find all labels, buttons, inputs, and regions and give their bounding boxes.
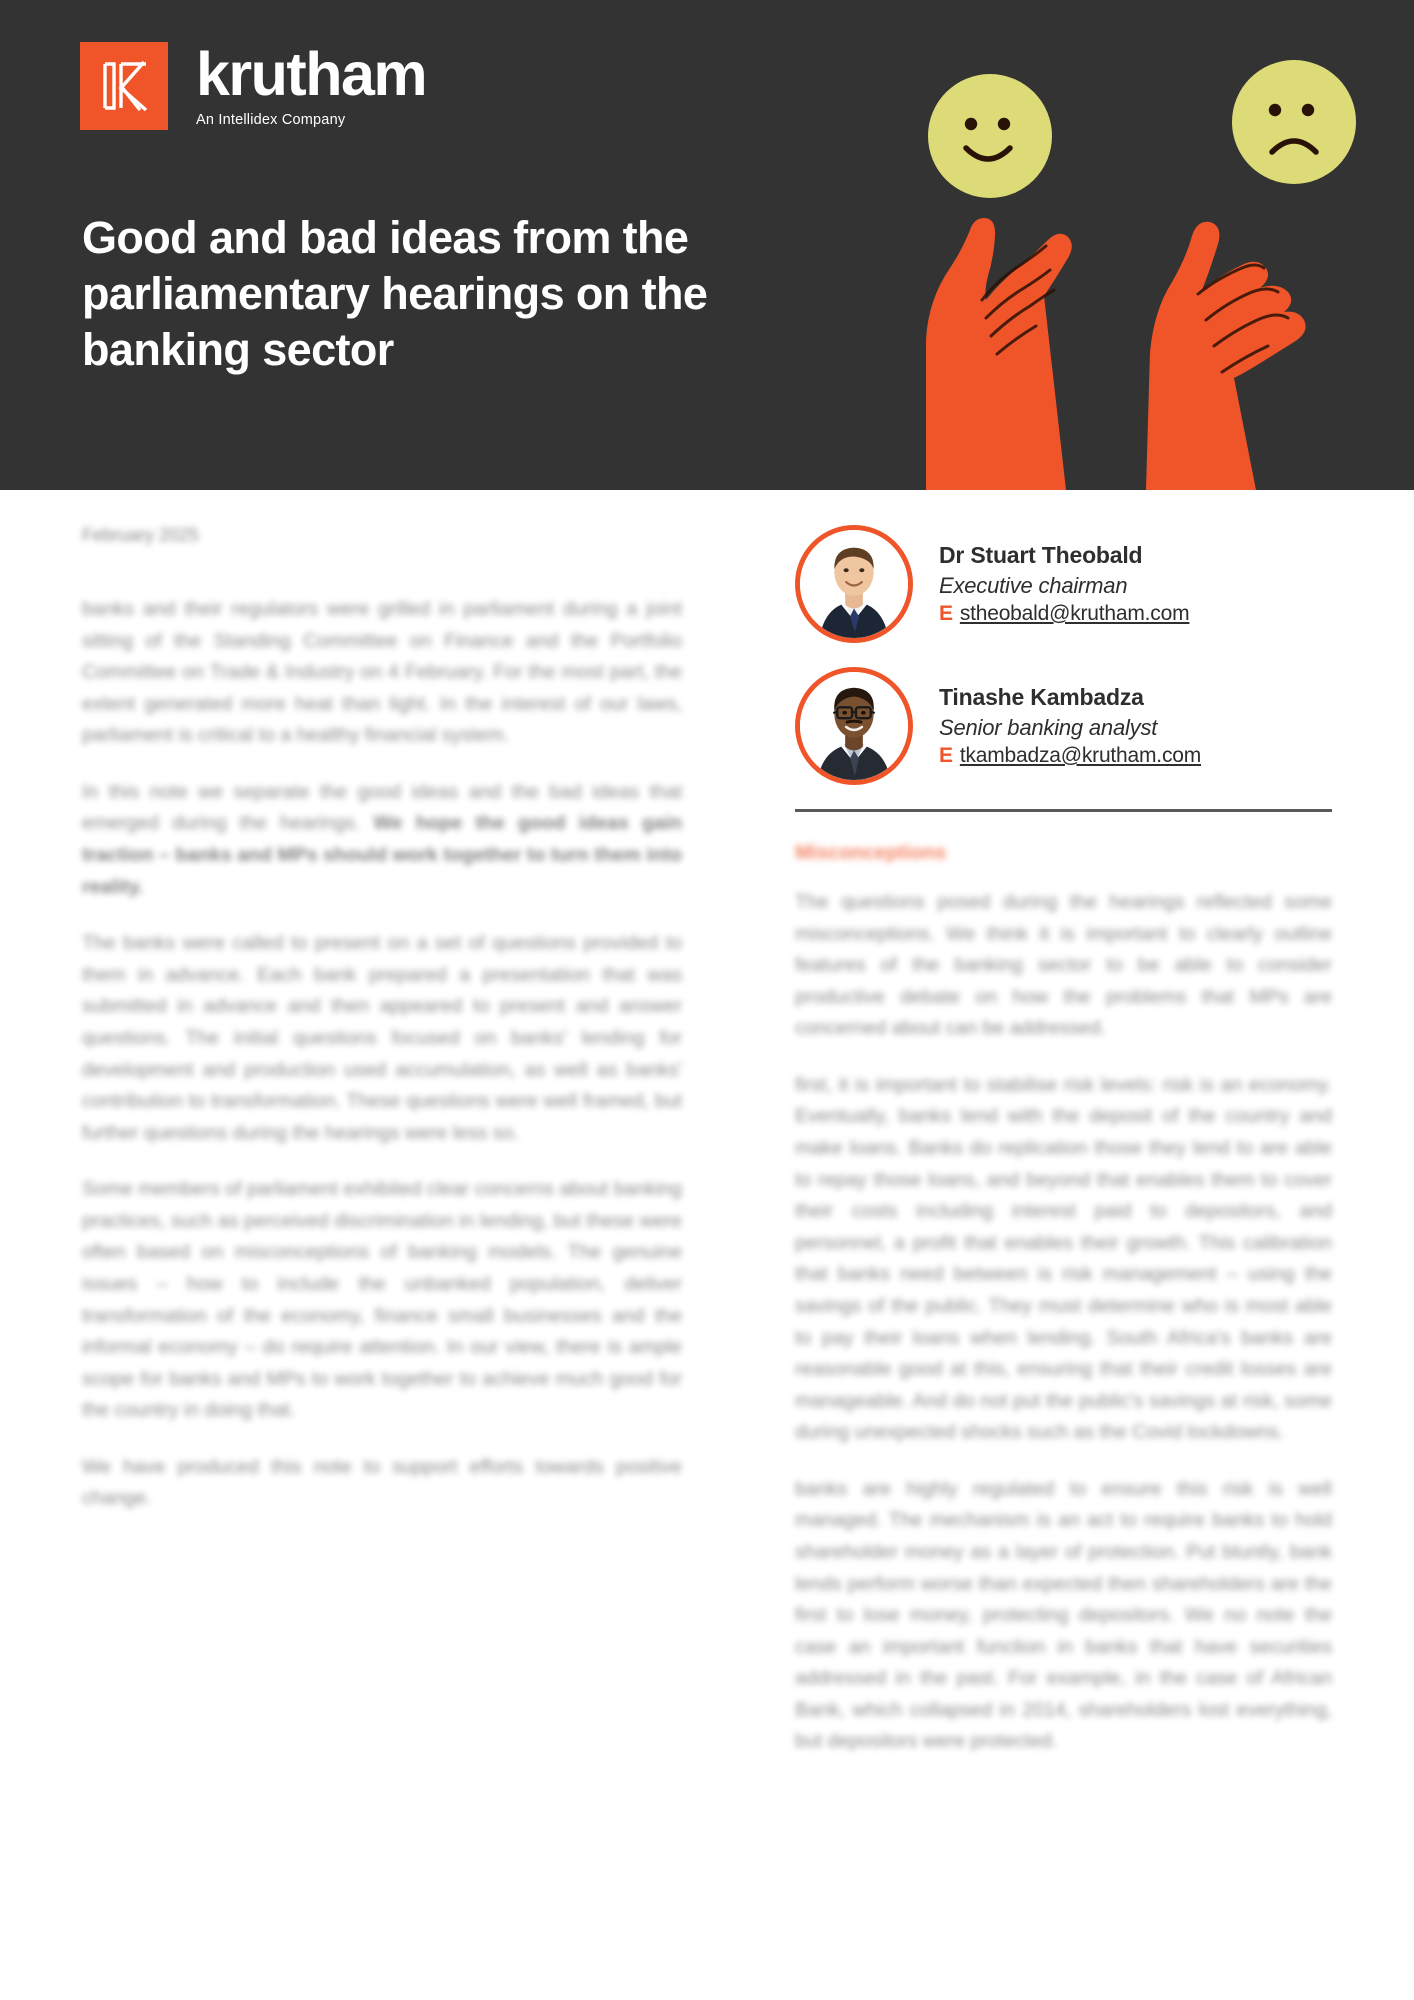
author-card [795,525,1332,643]
body-paragraph: We have produced this note to support efforts towards positive change. [82,1455,682,1510]
krutham-logo-icon [80,42,168,130]
body-paragraph: banks are highly regulated to ensure this risk is well managed. The mechanism is an act to require banks to hold shareholder money as a layer of protection. Put bluntly, bank lends perform worse than expected then shareholders are the first to lose money, protecting depositors. We no note the case an important function in banks that have securities addressed in the past. For example, in the case of African Bank, which collapsed in 2014, shareholders lost everything, but depositors were protected. [795,1477,1332,1753]
right-column [795,525,1332,1783]
brand-tagline: An Intellidex Company [196,112,346,128]
avatar [795,667,913,785]
document-header [0,0,1414,490]
body-paragraph: Some members of parliament exhibited clear concerns about banking practices, such as perceived discrimination in lending, but these were often based on misconceptions of banking models. The genuine issues – how to include the unbanked population, deliver transformation of the economy, finance small businesses and the informal economy – do require attention. In our view, there is ample scope for banks and MPs to work together to achieve much good for the country in doing that. [82,1178,682,1422]
body-paragraph: The questions posed during the hearings reflected some misconceptions. We think it is important to clearly outline features of the banking sector to be able to consider productive debate on how the problems that MPs are concerned about can be addressed. [795,891,1332,1040]
paragraph-lead-text: In this note we separate the good ideas and the bad ideas that emerged during the hearings. [82,780,682,835]
author-card [795,667,1332,785]
page-title: Good and bad ideas from the parliamentary hearings on the banking sector [82,212,708,375]
brand-name: krutham [196,40,427,108]
author-list [795,525,1332,785]
body-paragraph: The banks were called to present on a set of questions provided to them in advance. Each bank prepared a presentation that was submitted in advance and then appeared to present and answer questions. The initial questions focused on banks' lending for development and production used accumulation, as well as banks' contribution to transformation. These questions were well framed, but further questions during the hearings were less so. [82,932,682,1144]
document-body [0,490,1414,2000]
paragraph-bold-text: We hope the good ideas gain traction – banks and MPs should work together to turn them into reality. [82,812,682,898]
author-email-row [939,600,1189,628]
author-name: Dr Stuart Theobald [939,542,1143,569]
brand-lockup [80,42,426,130]
author-role: Senior banking analyst [939,714,1158,740]
right-hand-shape [1146,222,1306,490]
body-paragraph: first, it is important to stabilise risk levels: risk is an economy. Eventually, banks lend with the deposit of the country and make loans. Banks do replication those they lend to are able to repay those loans, and beyond that enables them to cover their costs including interest paid to depositors, and personnel, a profit that enables their growth. This calibration that banks need between is risk management – using the savings of the public. They must determine who is most able to pay their loans when lending. South Africa's banks are reasonable good at this, ensuring that their credit losses are manageable. And do not put the public's savings at risk, some during unexpected shocks such as the Covid lockdowns. [795,1073,1332,1444]
section-heading: Misconceptions [795,842,947,864]
hands-holding-happy-and-sad-faces-illustration [854,0,1414,490]
email-label: E [939,743,953,767]
issue-date: February 2025 [82,525,200,545]
happy-face-icon [928,74,1052,198]
left-column [82,525,682,1540]
author-role: Executive chairman [939,572,1128,598]
author-email-row [939,742,1201,770]
sad-face-icon [1232,60,1356,184]
left-hand-shape [926,218,1072,490]
avatar [795,525,913,643]
body-paragraph-with-emphasis [82,777,682,903]
email-label: E [939,601,953,625]
section-divider [795,809,1332,812]
author-email-link[interactable]: tkambadza@krutham.com [959,743,1202,767]
author-email-link[interactable]: stheobald@krutham.com [959,601,1190,625]
author-name: Tinashe Kambadza [939,684,1144,711]
body-paragraph: banks and their regulators were grilled in parliament during a joint sitting of the Standing Committee on Finance and the Portfolio Committee on Trade & Industry on 4 February. For the most part, the extent generated more heat than light. In the interest of our laws, parliament is critical to a healthy financial system. [82,598,682,747]
